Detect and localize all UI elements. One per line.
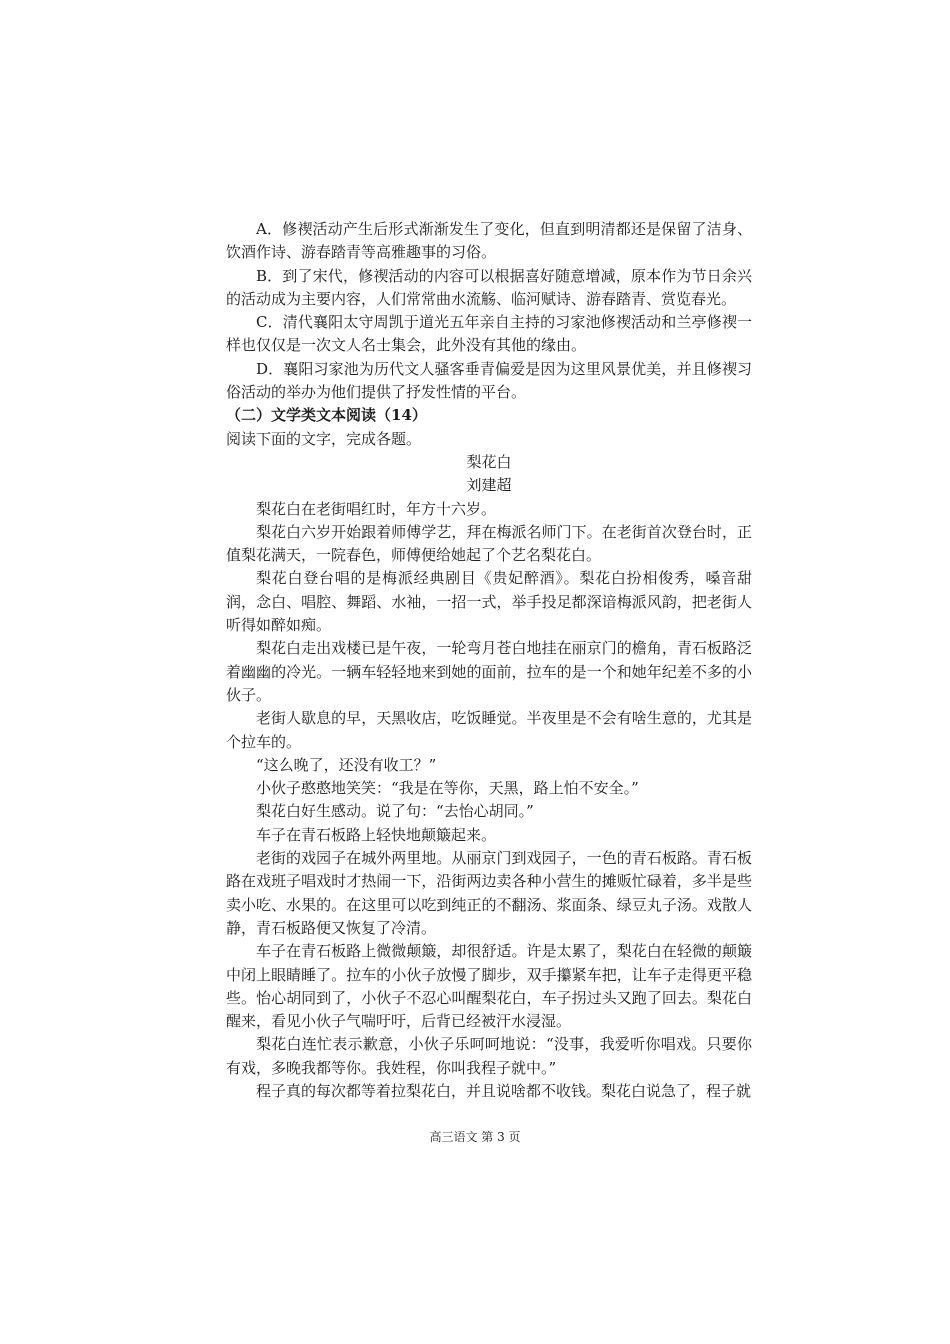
option-c: C．清代襄阳太守周凯于道光五年亲自主持的习家池修禊活动和兰亭修禊一样也仅仅是一次文人名士集会，此外没有其他的缘由。 xyxy=(226,313,752,355)
story-paragraph: 梨花白走出戏楼已是午夜，一轮弯月苍白地挂在丽京门的檐角，青石板路泛着幽幽的冷光。一辆车轻轻地来到她的面前，拉车的是一个和她年纪差不多的小伙子。 xyxy=(226,639,752,704)
story-paragraph: 小伙子憨憨地笑笑：“我是在等你，天黑，路上怕不安全。” xyxy=(256,779,639,798)
author: 刘建超 xyxy=(466,476,512,495)
story-paragraph: 梨花白登台唱的是梅派经典剧目《贵妃醉酒》。梨花白扮相俊秀，嗓音甜润，念白、唱腔、舞蹈、水袖，一招一式，举手投足都深谙梅派风韵，把老街人听得如醉如痴。 xyxy=(226,569,752,635)
story-paragraph: 梨花白连忙表示歉意，小伙子乐呵呵地说：“没事，我爱听你唱戏。只要你有戏，多晚我都等你。我姓程，你叫我程子就中。” xyxy=(226,1035,752,1077)
story-paragraph: 车子在青石板路上轻快地颠簸起来。 xyxy=(256,825,497,844)
story-paragraph: 老街的戏园子在城外两里地。从丽京门到戏园子，一色的青石板路。青石板路在戏班子唱戏时才热闹一下，沿街两边卖各种小营生的摊贩忙碌着，多半是些卖小吃、水果的。在这里可以吃到纯正的不翻汤、浆面条、绿豆丸子汤。戏散人静，青石板路便又恢复了冷清。 xyxy=(226,849,752,937)
story-paragraph: “这么晚了，还没有收工？” xyxy=(256,755,437,774)
story-paragraph: 梨花白在老街唱红时，年方十六岁。 xyxy=(256,499,497,518)
instruction: 阅读下面的文字，完成各题。 xyxy=(226,429,422,448)
story-paragraph: 程子真的每次都等着拉梨花白，并且说啥都不收钱。梨花白说急了，程子就 xyxy=(256,1081,752,1100)
story-paragraph: 车子在青石板路上微微颠簸，却很舒适。许是太累了，梨花白在轻微的颠簸中闭上眼睛睡了。拉车的小伙子放慢了脚步，双手攥紧车把，让车子走得更平稳些。怡心胡同到了，小伙子不忍心叫醒梨花白，车子拐过头又跑了回去。梨花白醒来，看见小伙子气喘吁吁，后背已经被汗水浸湿。 xyxy=(226,942,752,1031)
story-paragraph: 梨花白好生感动。说了句：“去怡心胡同。” xyxy=(256,802,534,821)
story-paragraph: 老街人歇息的早，天黑收店，吃饭睡觉。半夜里是不会有啥生意的，尤其是个拉车的。 xyxy=(226,709,752,751)
page-footer: 高三语文 第 3 页 xyxy=(429,1130,521,1144)
option-d: D．襄阳习家池为历代文人骚客垂青偏爱是因为这里风景优美，并且修禊习俗活动的举办为他们提供了抒发性情的平台。 xyxy=(226,359,752,402)
option-b: B．到了宋代，修禊活动的内容可以根据喜好随意增减，原本作为节日余兴的活动成为主要内容，人们常常曲水流觞、临河赋诗、游春踏青、赏览春光。 xyxy=(226,266,752,308)
option-a: A．修禊活动产生后形式渐渐发生了变化，但直到明清都还是保留了洁身、饮酒作诗、游春踏青等高雅趣事的习俗。 xyxy=(226,220,752,262)
story-paragraph: 梨花白六岁开始跟着师傅学艺，拜在梅派名师门下。在老街首次登台时，正值梨花满天，一院春色，师傅便给她起了个艺名梨花白。 xyxy=(226,522,752,565)
page-content xyxy=(226,218,752,1103)
story-title: 梨花白 xyxy=(466,452,512,471)
section-title: （二）文学类文本阅读（14） xyxy=(226,406,427,425)
